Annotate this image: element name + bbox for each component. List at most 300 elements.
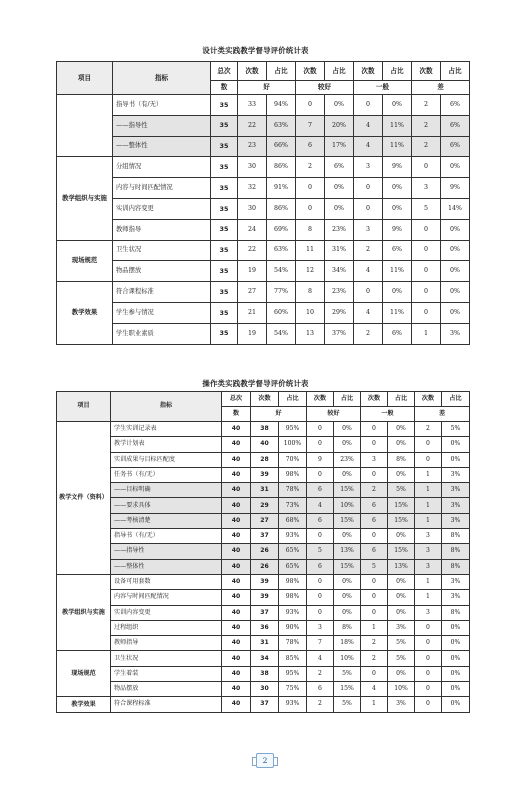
ratio-cell: 65%	[279, 544, 307, 559]
count-cell: 0	[307, 529, 334, 544]
total-cell: 40	[222, 697, 251, 712]
ratio-cell: 18%	[334, 636, 361, 651]
level-header-average: 一般	[354, 81, 412, 95]
count-cell: 4	[354, 261, 383, 282]
ratio-cell: 98%	[279, 467, 307, 482]
count-cell: 0	[415, 651, 442, 666]
indicator-cell: 任务书（有/无）	[111, 467, 222, 482]
ratio-cell: 0%	[442, 452, 470, 467]
column-header-ratio: 占比	[442, 392, 470, 407]
total-cell: 35	[211, 282, 238, 303]
total-cell: 35	[211, 178, 238, 199]
count-cell: 3	[354, 219, 383, 240]
count-cell: 4	[354, 302, 383, 323]
ratio-cell: 15%	[388, 498, 415, 513]
count-cell: 21	[238, 302, 267, 323]
count-cell: 6	[361, 498, 388, 513]
count-cell: 11	[296, 240, 325, 261]
category-cell: 教学效果	[57, 282, 113, 344]
ratio-cell: 6%	[441, 95, 470, 116]
count-cell: 0	[361, 422, 388, 437]
count-cell: 0	[415, 682, 442, 697]
ratio-cell: 3%	[442, 590, 470, 605]
total-cell: 40	[222, 651, 251, 666]
ratio-cell: 0%	[383, 95, 412, 116]
count-cell: 30	[238, 198, 267, 219]
ratio-cell: 5%	[388, 483, 415, 498]
count-cell: 5	[307, 544, 334, 559]
ratio-cell: 11%	[383, 261, 412, 282]
ratio-cell: 0%	[388, 437, 415, 452]
category-cell	[57, 95, 113, 157]
ratio-cell: 15%	[388, 513, 415, 528]
count-cell: 31	[251, 483, 279, 498]
count-cell: 0	[415, 437, 442, 452]
ratio-cell: 11%	[383, 302, 412, 323]
count-cell: 1	[412, 323, 441, 344]
count-cell: 4	[307, 651, 334, 666]
indicator-cell: 教师指导	[111, 636, 222, 651]
count-cell: 8	[296, 282, 325, 303]
ratio-cell: 93%	[279, 529, 307, 544]
ratio-cell: 78%	[279, 483, 307, 498]
column-header-total: 总次	[222, 392, 251, 407]
ratio-cell: 90%	[279, 620, 307, 635]
table-row	[57, 302, 470, 323]
count-cell: 3	[415, 529, 442, 544]
count-cell: 0	[415, 666, 442, 681]
operation-table-title: 操作类实践教学督导评价统计表	[202, 379, 309, 388]
count-cell: 19	[238, 261, 267, 282]
ratio-cell: 6%	[441, 136, 470, 157]
count-cell: 1	[415, 467, 442, 482]
total-cell: 40	[222, 529, 251, 544]
level-header-average: 一般	[361, 407, 415, 422]
table-row	[57, 651, 470, 666]
count-cell: 1	[415, 483, 442, 498]
count-cell: 1	[415, 574, 442, 589]
total-cell: 40	[222, 422, 251, 437]
count-cell: 32	[238, 178, 267, 199]
ratio-cell: 3%	[442, 513, 470, 528]
total-cell: 40	[222, 605, 251, 620]
count-cell: 0	[354, 282, 383, 303]
ratio-cell: 0%	[442, 666, 470, 681]
ratio-cell: 15%	[388, 544, 415, 559]
count-cell: 1	[361, 620, 388, 635]
indicator-cell: ——整体性	[111, 559, 222, 574]
total-cell: 40	[222, 437, 251, 452]
category-cell: 现场规范	[57, 651, 111, 697]
ratio-cell: 0%	[442, 651, 470, 666]
count-cell: 3	[415, 605, 442, 620]
ratio-cell: 91%	[267, 178, 296, 199]
ratio-cell: 0%	[334, 422, 361, 437]
count-cell: 2	[361, 651, 388, 666]
count-cell: 0	[412, 261, 441, 282]
count-cell: 5	[361, 559, 388, 574]
ratio-cell: 23%	[325, 219, 354, 240]
ratio-cell: 3%	[442, 483, 470, 498]
ratio-cell: 13%	[388, 559, 415, 574]
count-cell: 13	[296, 323, 325, 344]
ratio-cell: 31%	[325, 240, 354, 261]
column-header-total-cont: 数	[222, 407, 251, 422]
column-header-item: 项目	[57, 392, 111, 422]
count-cell: 26	[251, 559, 279, 574]
table-row	[57, 529, 470, 544]
indicator-cell: 学生着装	[111, 666, 222, 681]
count-cell: 7	[307, 636, 334, 651]
ratio-cell: 0%	[442, 697, 470, 712]
count-cell: 2	[354, 240, 383, 261]
table-row	[57, 115, 470, 136]
count-cell: 0	[412, 302, 441, 323]
count-cell: 37	[251, 529, 279, 544]
total-cell: 40	[222, 620, 251, 635]
ratio-cell: 14%	[441, 198, 470, 219]
table-row	[57, 452, 470, 467]
count-cell: 0	[412, 219, 441, 240]
ratio-cell: 10%	[334, 498, 361, 513]
ratio-cell: 8%	[334, 620, 361, 635]
count-cell: 2	[412, 95, 441, 116]
count-cell: 0	[361, 437, 388, 452]
count-cell: 0	[354, 178, 383, 199]
count-cell: 0	[296, 198, 325, 219]
count-cell: 30	[238, 157, 267, 178]
ratio-cell: 5%	[334, 666, 361, 681]
count-cell: 6	[307, 483, 334, 498]
ratio-cell: 0%	[388, 529, 415, 544]
count-cell: 0	[296, 95, 325, 116]
indicator-cell: 学生职业素质	[113, 323, 211, 344]
count-cell: 4	[354, 115, 383, 136]
ratio-cell: 3%	[388, 620, 415, 635]
count-cell: 6	[296, 136, 325, 157]
count-cell: 4	[354, 136, 383, 157]
indicator-cell: 符合课程标准	[111, 697, 222, 712]
table-row	[57, 666, 470, 681]
ratio-cell: 93%	[279, 605, 307, 620]
column-header-count: 次数	[354, 62, 383, 81]
total-cell: 35	[211, 198, 238, 219]
level-header-poor: 差	[412, 81, 470, 95]
count-cell: 0	[415, 636, 442, 651]
indicator-cell: 教学计划表	[111, 437, 222, 452]
category-cell: 教学效果	[57, 697, 111, 712]
count-cell: 0	[296, 178, 325, 199]
count-cell: 38	[251, 422, 279, 437]
count-cell: 2	[296, 157, 325, 178]
ratio-cell: 11%	[383, 115, 412, 136]
ratio-cell: 23%	[334, 452, 361, 467]
total-cell: 35	[211, 261, 238, 282]
total-cell: 35	[211, 115, 238, 136]
total-cell: 40	[222, 636, 251, 651]
ratio-cell: 77%	[267, 282, 296, 303]
ratio-cell: 66%	[267, 136, 296, 157]
table-row	[57, 437, 470, 452]
table-row	[57, 574, 470, 589]
count-cell: 10	[296, 302, 325, 323]
column-header-ratio: 占比	[325, 62, 354, 81]
ratio-cell: 8%	[442, 544, 470, 559]
design-table-title: 设计类实践教学督导评价统计表	[202, 46, 309, 55]
level-header-good: 好	[251, 407, 307, 422]
table-row	[57, 590, 470, 605]
operation-practice-evaluation-table	[56, 391, 470, 713]
count-cell: 2	[412, 136, 441, 157]
count-cell: 0	[354, 95, 383, 116]
count-cell: 23	[238, 136, 267, 157]
table-row	[57, 136, 470, 157]
count-cell: 1	[415, 590, 442, 605]
column-header-ratio: 占比	[279, 392, 307, 407]
ratio-cell: 98%	[279, 574, 307, 589]
ratio-cell: 86%	[267, 198, 296, 219]
count-cell: 0	[361, 467, 388, 482]
count-cell: 1	[415, 513, 442, 528]
count-cell: 6	[361, 513, 388, 528]
count-cell: 0	[412, 240, 441, 261]
indicator-cell: 过程组织	[111, 620, 222, 635]
ratio-cell: 0%	[441, 219, 470, 240]
ratio-cell: 0%	[325, 95, 354, 116]
table-row	[57, 261, 470, 282]
page-number: 2	[256, 753, 274, 768]
level-header-good: 好	[238, 81, 296, 95]
indicator-cell: 符合课程标准	[113, 282, 211, 303]
ratio-cell: 94%	[267, 95, 296, 116]
ratio-cell: 20%	[325, 115, 354, 136]
table-row	[57, 620, 470, 635]
count-cell: 3	[307, 620, 334, 635]
table-row	[57, 498, 470, 513]
column-header-count: 次数	[412, 62, 441, 81]
count-cell: 31	[251, 636, 279, 651]
category-cell: 教学文件（资料）	[57, 422, 111, 575]
table-row	[57, 157, 470, 178]
category-cell: 教学组织与实施	[57, 157, 113, 240]
indicator-cell: 卫生状况	[113, 240, 211, 261]
column-header-count: 次数	[296, 62, 325, 81]
count-cell: 6	[307, 559, 334, 574]
table-row	[57, 605, 470, 620]
ratio-cell: 0%	[334, 590, 361, 605]
count-cell: 39	[251, 467, 279, 482]
ratio-cell: 70%	[279, 452, 307, 467]
total-cell: 35	[211, 240, 238, 261]
category-cell: 现场规范	[57, 240, 113, 282]
indicator-cell: 学生实训记录表	[111, 422, 222, 437]
indicator-cell: ——目标明确	[111, 483, 222, 498]
ratio-cell: 0%	[388, 666, 415, 681]
total-cell: 40	[222, 590, 251, 605]
ratio-cell: 3%	[442, 574, 470, 589]
ratio-cell: 5%	[388, 636, 415, 651]
ratio-cell: 11%	[383, 136, 412, 157]
count-cell: 3	[361, 452, 388, 467]
ratio-cell: 65%	[279, 559, 307, 574]
column-header-indicator: 指标	[111, 392, 222, 422]
count-cell: 0	[361, 574, 388, 589]
header-row	[57, 62, 470, 81]
indicator-cell: 实训内容变更	[113, 198, 211, 219]
column-header-ratio: 占比	[383, 62, 412, 81]
ratio-cell: 10%	[388, 682, 415, 697]
count-cell: 6	[307, 513, 334, 528]
ratio-cell: 15%	[334, 682, 361, 697]
count-cell: 37	[251, 605, 279, 620]
count-cell: 0	[415, 620, 442, 635]
count-cell: 39	[251, 574, 279, 589]
level-header-poor: 差	[415, 407, 470, 422]
ratio-cell: 34%	[325, 261, 354, 282]
indicator-cell: 教师指导	[113, 219, 211, 240]
count-cell: 3	[354, 157, 383, 178]
ratio-cell: 0%	[441, 282, 470, 303]
count-cell: 26	[251, 544, 279, 559]
category-cell: 教学组织与实施	[57, 574, 111, 650]
total-cell: 35	[211, 219, 238, 240]
count-cell: 0	[361, 666, 388, 681]
ratio-cell: 9%	[441, 178, 470, 199]
column-header-count: 次数	[415, 392, 442, 407]
count-cell: 4	[361, 682, 388, 697]
count-cell: 40	[251, 437, 279, 452]
ratio-cell: 0%	[334, 529, 361, 544]
total-cell: 35	[211, 323, 238, 344]
count-cell: 2	[412, 115, 441, 136]
ratio-cell: 85%	[279, 651, 307, 666]
ratio-cell: 15%	[334, 513, 361, 528]
ratio-cell: 6%	[383, 240, 412, 261]
count-cell: 19	[238, 323, 267, 344]
ratio-cell: 37%	[325, 323, 354, 344]
count-cell: 9	[307, 452, 334, 467]
indicator-cell: 实训内容变更	[111, 605, 222, 620]
count-cell: 33	[238, 95, 267, 116]
count-cell: 3	[415, 544, 442, 559]
indicator-cell: 内容与时间匹配情况	[111, 590, 222, 605]
ratio-cell: 100%	[279, 437, 307, 452]
indicator-cell: 内容与时间匹配情况	[113, 178, 211, 199]
ratio-cell: 98%	[279, 590, 307, 605]
count-cell: 2	[361, 636, 388, 651]
table-row	[57, 282, 470, 303]
total-cell: 40	[222, 559, 251, 574]
ratio-cell: 63%	[267, 115, 296, 136]
table-row	[57, 178, 470, 199]
count-cell: 7	[296, 115, 325, 136]
indicator-cell: 实训成果与目标匹配度	[111, 452, 222, 467]
column-header-total-cont: 数	[211, 81, 238, 95]
ratio-cell: 0%	[388, 605, 415, 620]
ratio-cell: 3%	[441, 323, 470, 344]
count-cell: 2	[307, 697, 334, 712]
table-row	[57, 697, 470, 712]
count-cell: 0	[361, 590, 388, 605]
table-row	[57, 422, 470, 437]
column-header-ratio: 占比	[388, 392, 415, 407]
count-cell: 36	[251, 620, 279, 635]
count-cell: 28	[251, 452, 279, 467]
indicator-cell: 物品摆放	[111, 682, 222, 697]
count-cell: 0	[307, 574, 334, 589]
count-cell: 37	[251, 697, 279, 712]
count-cell: 0	[354, 198, 383, 219]
ratio-cell: 8%	[442, 559, 470, 574]
count-cell: 8	[296, 219, 325, 240]
ratio-cell: 54%	[267, 323, 296, 344]
count-cell: 4	[307, 498, 334, 513]
total-cell: 35	[211, 95, 238, 116]
ratio-cell: 0%	[325, 198, 354, 219]
table-row	[57, 559, 470, 574]
ratio-cell: 23%	[325, 282, 354, 303]
table-row	[57, 95, 470, 116]
indicator-cell: 学生参与情况	[113, 302, 211, 323]
ratio-cell: 0%	[334, 605, 361, 620]
column-header-ratio: 占比	[334, 392, 361, 407]
count-cell: 2	[354, 323, 383, 344]
total-cell: 40	[222, 682, 251, 697]
column-header-ratio: 占比	[441, 62, 470, 81]
ratio-cell: 15%	[334, 483, 361, 498]
column-header-item: 项目	[57, 62, 113, 95]
ratio-cell: 93%	[279, 697, 307, 712]
ratio-cell: 0%	[383, 178, 412, 199]
ratio-cell: 60%	[267, 302, 296, 323]
count-cell: 0	[307, 590, 334, 605]
count-cell: 24	[238, 219, 267, 240]
count-cell: 22	[238, 240, 267, 261]
ratio-cell: 54%	[267, 261, 296, 282]
ratio-cell: 3%	[442, 498, 470, 513]
ratio-cell: 10%	[334, 651, 361, 666]
ratio-cell: 3%	[442, 467, 470, 482]
count-cell: 30	[251, 682, 279, 697]
indicator-cell: 物品摆放	[113, 261, 211, 282]
table-row	[57, 483, 470, 498]
ratio-cell: 0%	[334, 574, 361, 589]
ratio-cell: 6%	[325, 157, 354, 178]
count-cell: 0	[361, 605, 388, 620]
table-row	[57, 198, 470, 219]
count-cell: 0	[307, 437, 334, 452]
total-cell: 40	[222, 666, 251, 681]
table-row	[57, 544, 470, 559]
count-cell: 34	[251, 651, 279, 666]
ratio-cell: 9%	[383, 219, 412, 240]
count-cell: 0	[307, 605, 334, 620]
ratio-cell: 69%	[267, 219, 296, 240]
ratio-cell: 8%	[442, 529, 470, 544]
total-cell: 40	[222, 544, 251, 559]
total-cell: 35	[211, 302, 238, 323]
total-cell: 35	[211, 157, 238, 178]
ratio-cell: 73%	[279, 498, 307, 513]
ratio-cell: 8%	[388, 452, 415, 467]
total-cell: 40	[222, 513, 251, 528]
indicator-cell: ——整体性	[113, 136, 211, 157]
indicator-cell: 分组情况	[113, 157, 211, 178]
table-row	[57, 323, 470, 344]
count-cell: 3	[412, 178, 441, 199]
indicator-cell: ——指导性	[113, 115, 211, 136]
indicator-cell: 指导书（有/无）	[113, 95, 211, 116]
